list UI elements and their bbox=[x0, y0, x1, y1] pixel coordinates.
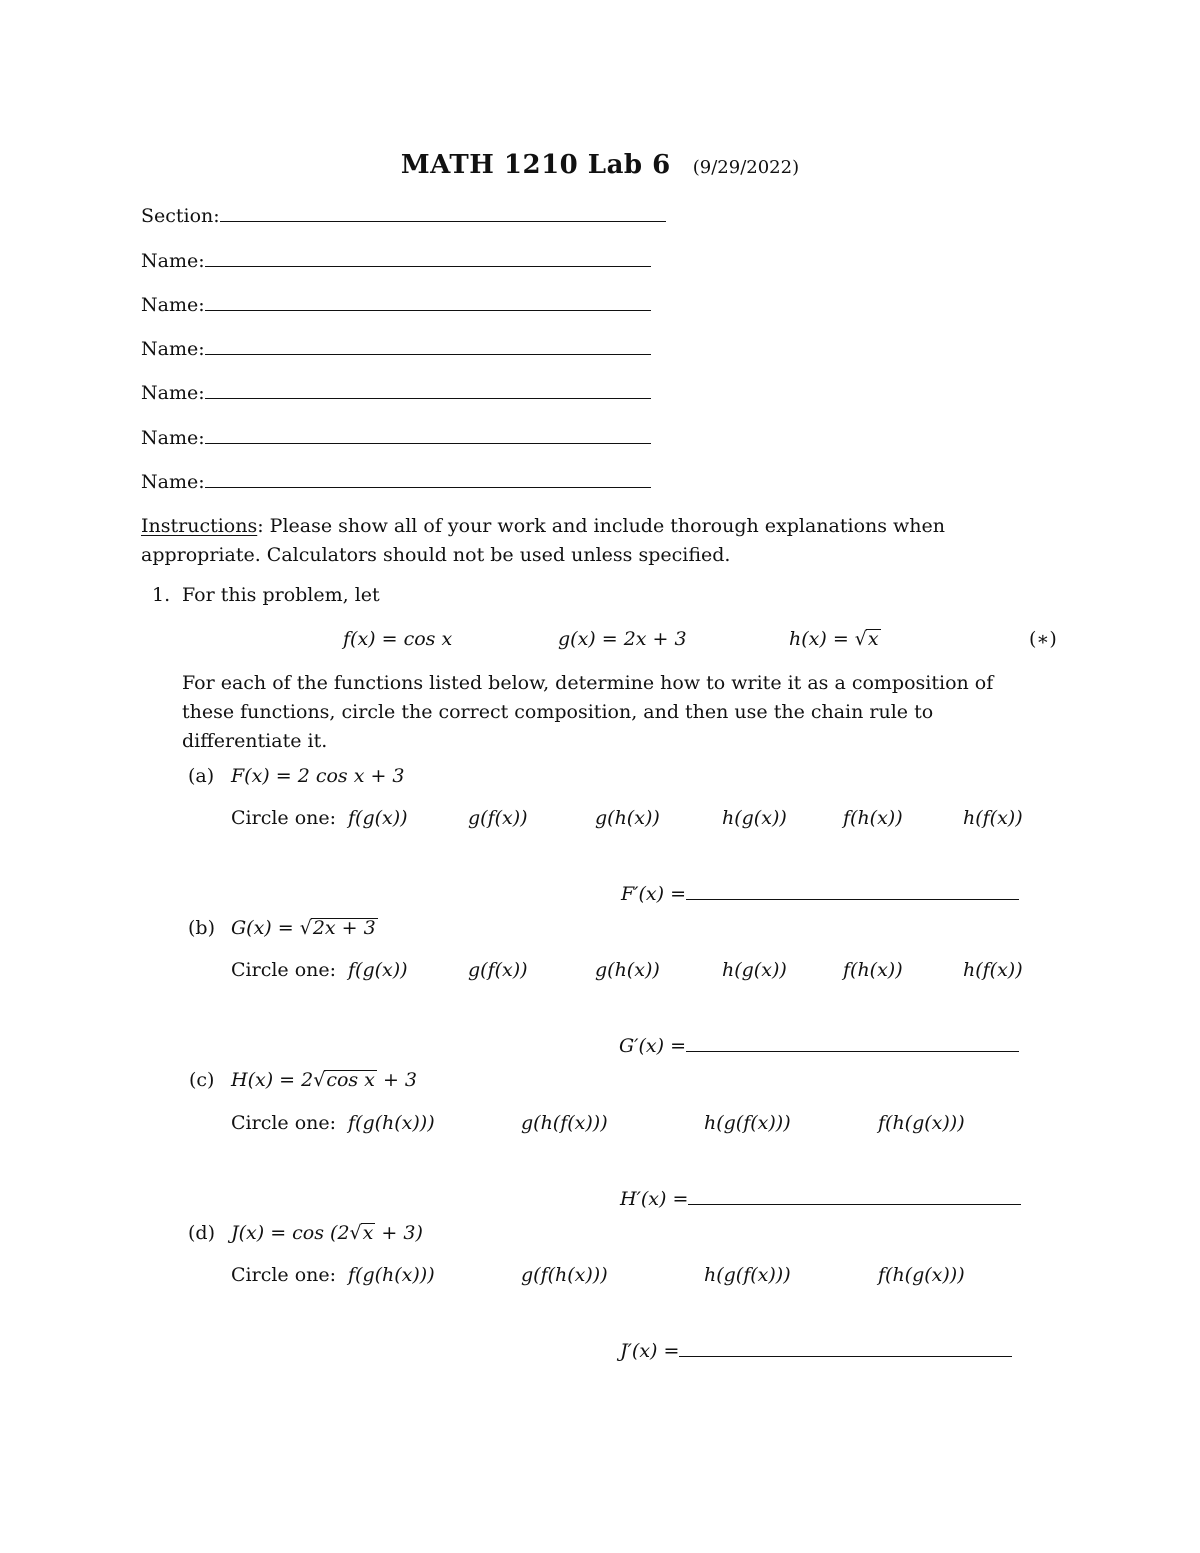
sqrt-sign: √ bbox=[313, 1069, 326, 1091]
name-field-6[interactable] bbox=[141, 471, 651, 493]
part-b-circle-label: Circle one: bbox=[231, 959, 337, 981]
problem-intro: For this problem, let bbox=[182, 584, 380, 606]
name-field-2[interactable] bbox=[141, 294, 651, 316]
option-button[interactable]: f(g(x)) bbox=[348, 959, 408, 981]
part-b-answer[interactable] bbox=[619, 1033, 1019, 1057]
problem-instructions: For each of the functions listed below, determine how to write it as a composition of these functions, circle the correct composition, and then use the chain rule to differentiate it. bbox=[182, 672, 994, 752]
name-line[interactable] bbox=[205, 382, 651, 399]
name-label: Name: bbox=[141, 382, 205, 404]
option-button[interactable]: h(g(f(x))) bbox=[704, 1112, 791, 1134]
part-b-radicand: 2x + 3 bbox=[312, 917, 376, 939]
answer-label: H′(x) = bbox=[620, 1188, 689, 1210]
h-definition-lhs: h(x) = bbox=[789, 628, 855, 650]
name-field-5[interactable] bbox=[141, 427, 651, 449]
instructions bbox=[141, 512, 1021, 570]
section-field[interactable] bbox=[141, 205, 666, 227]
name-line[interactable] bbox=[205, 250, 651, 267]
name-label: Name: bbox=[141, 250, 205, 272]
answer-label: F′(x) = bbox=[621, 883, 686, 905]
option-button[interactable]: f(g(x)) bbox=[348, 807, 408, 829]
part-d-radicand: x bbox=[362, 1222, 374, 1244]
part-c-definition-lhs: H(x) = 2 bbox=[231, 1069, 314, 1091]
lab-title: MATH 1210 Lab 6 bbox=[400, 150, 671, 180]
answer-label: G′(x) = bbox=[619, 1035, 686, 1057]
h-radicand: x bbox=[867, 628, 879, 650]
page-title bbox=[0, 150, 1200, 180]
option-button[interactable]: g(f(x)) bbox=[468, 807, 528, 829]
option-button[interactable]: f(g(h(x))) bbox=[348, 1264, 435, 1286]
part-d-definition bbox=[231, 1222, 423, 1244]
name-label: Name: bbox=[141, 338, 205, 360]
part-a-label: (a) bbox=[188, 765, 215, 787]
part-c-answer[interactable] bbox=[620, 1186, 1021, 1210]
part-d-definition-rhs: + 3) bbox=[375, 1222, 423, 1244]
answer-line[interactable] bbox=[688, 1186, 1021, 1205]
part-b-definition-lhs: G(x) = bbox=[231, 917, 300, 939]
part-c-circle-label: Circle one: bbox=[231, 1112, 337, 1134]
answer-label: J′(x) = bbox=[620, 1340, 680, 1362]
name-field-4[interactable] bbox=[141, 382, 651, 404]
name-field-3[interactable] bbox=[141, 338, 651, 360]
sqrt-sign: √ bbox=[349, 1222, 362, 1244]
equation-tag: (∗) bbox=[1029, 628, 1057, 650]
option-button[interactable]: h(g(f(x))) bbox=[704, 1264, 791, 1286]
option-button[interactable]: f(h(x)) bbox=[843, 807, 903, 829]
part-a-answer[interactable] bbox=[621, 881, 1019, 905]
option-button[interactable]: g(h(f(x))) bbox=[521, 1112, 608, 1134]
option-button[interactable]: g(h(x)) bbox=[595, 959, 660, 981]
instructions-label: Instructions bbox=[141, 515, 258, 537]
answer-line[interactable] bbox=[679, 1338, 1012, 1357]
option-button[interactable]: h(g(x)) bbox=[722, 959, 787, 981]
answer-line[interactable] bbox=[686, 1033, 1019, 1052]
part-c-definition bbox=[231, 1069, 417, 1091]
part-a-definition: F(x) = 2 cos x + 3 bbox=[231, 765, 405, 787]
part-c-radicand: cos x bbox=[326, 1069, 375, 1091]
part-d-definition-lhs: J(x) = cos (2 bbox=[231, 1222, 350, 1244]
name-field-1[interactable] bbox=[141, 250, 651, 272]
sqrt-sign: √ bbox=[854, 628, 867, 650]
h-definition bbox=[789, 628, 881, 650]
name-line[interactable] bbox=[205, 338, 651, 355]
name-line[interactable] bbox=[205, 294, 651, 311]
part-c-definition-rhs: + 3 bbox=[376, 1069, 417, 1091]
option-button[interactable]: f(g(h(x))) bbox=[348, 1112, 435, 1134]
option-button[interactable]: f(h(g(x))) bbox=[878, 1264, 965, 1286]
section-label: Section: bbox=[141, 205, 220, 227]
name-line[interactable] bbox=[205, 427, 651, 444]
part-d-label: (d) bbox=[188, 1222, 215, 1244]
instructions-text: : Please show all of your work and include thorough explanations when appropriate. Calculators should not be used unless specified. bbox=[141, 515, 946, 566]
f-definition: f(x) = cos x bbox=[343, 628, 453, 650]
option-button[interactable]: f(h(x)) bbox=[843, 959, 903, 981]
section-line[interactable] bbox=[220, 205, 666, 222]
answer-line[interactable] bbox=[686, 881, 1019, 900]
part-b-definition bbox=[231, 917, 378, 939]
lab-date: (9/29/2022) bbox=[692, 157, 800, 178]
name-line[interactable] bbox=[205, 471, 651, 488]
part-c-label: (c) bbox=[189, 1069, 215, 1091]
problem-number: 1. bbox=[152, 584, 171, 606]
part-b-label: (b) bbox=[188, 917, 215, 939]
g-definition: g(x) = 2x + 3 bbox=[558, 628, 687, 650]
part-d-answer[interactable] bbox=[620, 1338, 1012, 1362]
part-d-circle-label: Circle one: bbox=[231, 1264, 337, 1286]
option-button[interactable]: h(f(x)) bbox=[963, 959, 1023, 981]
name-label: Name: bbox=[141, 427, 205, 449]
option-button[interactable]: f(h(g(x))) bbox=[878, 1112, 965, 1134]
option-button[interactable]: g(h(x)) bbox=[595, 807, 660, 829]
option-button[interactable]: h(f(x)) bbox=[963, 807, 1023, 829]
name-label: Name: bbox=[141, 294, 205, 316]
option-button[interactable]: g(f(h(x))) bbox=[521, 1264, 608, 1286]
part-a-circle-label: Circle one: bbox=[231, 807, 337, 829]
option-button[interactable]: g(f(x)) bbox=[468, 959, 528, 981]
sqrt-sign: √ bbox=[299, 917, 312, 939]
name-label: Name: bbox=[141, 471, 205, 493]
option-button[interactable]: h(g(x)) bbox=[722, 807, 787, 829]
